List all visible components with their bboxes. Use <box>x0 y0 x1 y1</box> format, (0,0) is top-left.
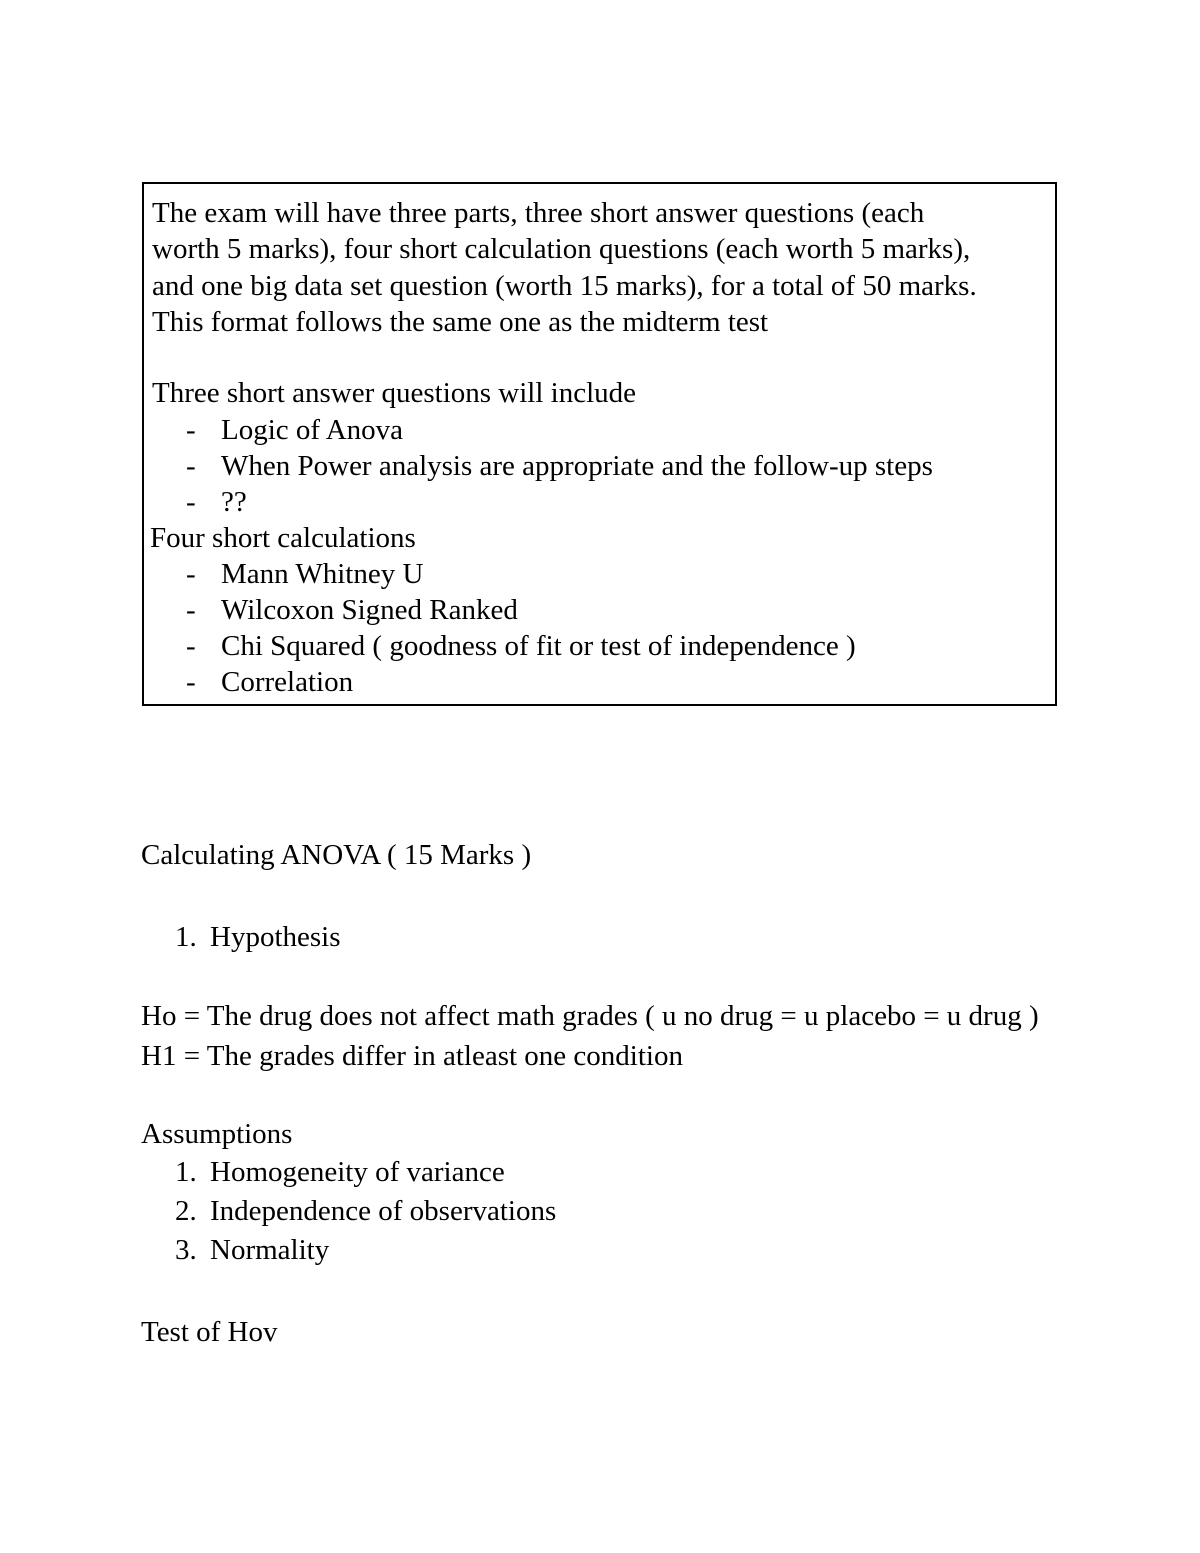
assumption-item: Homogeneity of variance <box>210 1156 505 1188</box>
alternative-hypothesis: H1 = The grades differ in atleast one condition <box>141 1040 683 1072</box>
calc-item: Mann Whitney U <box>221 558 424 590</box>
assumption-number: 1. <box>175 1156 197 1188</box>
assumptions-heading: Assumptions <box>141 1118 293 1150</box>
intro-line-1: The exam will have three parts, three short answer questions (each <box>152 197 925 229</box>
step-hypothesis: Hypothesis <box>210 921 341 953</box>
assumption-item: Normality <box>210 1234 330 1266</box>
assumption-number: 3. <box>175 1234 197 1266</box>
calc-heading: Four short calculations <box>150 522 416 554</box>
bullet-dash: - <box>186 486 196 518</box>
test-of-hov-heading: Test of Hov <box>141 1316 278 1348</box>
bullet-dash: - <box>186 594 196 626</box>
short-answer-item: When Power analysis are appropriate and the follow-up steps <box>221 450 933 482</box>
bullet-dash: - <box>186 666 196 698</box>
short-answer-item: Logic of Anova <box>221 414 404 446</box>
calc-item: Wilcoxon Signed Ranked <box>221 594 518 626</box>
short-answer-item: ?? <box>221 486 247 518</box>
assumption-number: 2. <box>175 1195 197 1227</box>
anova-title: Calculating ANOVA ( 15 Marks ) <box>141 839 532 871</box>
bullet-dash: - <box>186 558 196 590</box>
intro-line-3: and one big data set question (worth 15 marks), for a total of 50 marks. <box>152 270 977 302</box>
calc-item: Chi Squared ( goodness of fit or test of independence ) <box>221 630 856 662</box>
short-answer-heading: Three short answer questions will include <box>152 377 637 409</box>
step-number: 1. <box>175 921 197 953</box>
intro-line-2: worth 5 marks), four short calculation questions (each worth 5 marks), <box>152 233 971 265</box>
null-hypothesis: Ho = The drug does not affect math grades ( u no drug = u placebo = u drug ) <box>141 1000 1039 1032</box>
intro-line-4: This format follows the same one as the midterm test <box>152 306 769 338</box>
bullet-dash: - <box>186 630 196 662</box>
bullet-dash: - <box>186 414 196 446</box>
calc-item: Correlation <box>221 666 354 698</box>
bullet-dash: - <box>186 450 196 482</box>
assumption-item: Independence of observations <box>210 1195 557 1227</box>
